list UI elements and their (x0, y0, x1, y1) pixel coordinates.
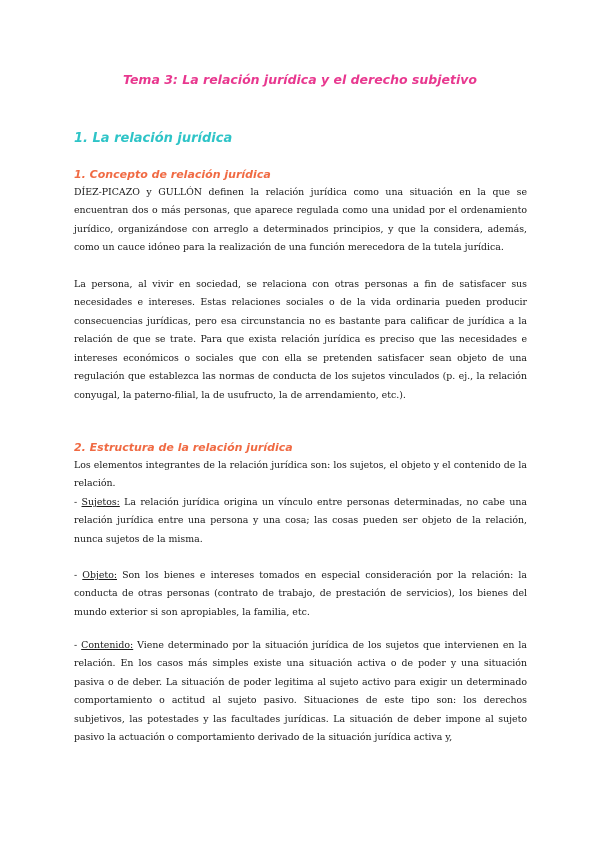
contenido-text: Viene determinado por la situación jurídica de los sujetos que intervienen en la relación. En los casos más simples existe una situación activa o de poder y una situación pasiva o de deber. La situación de poder legitima al sujeto activo para exigir un determinado comportamiento o actitud al sujeto pasivo. Situaciones de este tipo son: los derechos subjetivos, las potestades y las facultades jurídicas. La situación de deber impone al sujeto pasivo la actuación o comportamiento derivado de la situación jurídica activa y, (74, 640, 527, 744)
paragraph-sujetos (74, 494, 527, 549)
sujetos-label: Sujetos: (81, 497, 120, 508)
paragraph-objeto (74, 567, 527, 622)
subheading-estructura: 2. Estructura de la relación jurídica (74, 441, 293, 454)
sujetos-text: La relación jurídica origina un vínculo entre personas determinadas, no cabe una relación jurídica entre una persona y una cosa; las cosas pueden ser objeto de la relación, nunca sujetos de la misma. (74, 497, 527, 545)
contenido-prefix: - (74, 640, 82, 651)
section-heading-relacion-juridica: 1. La relación jurídica (74, 131, 233, 146)
paragraph-definicion: DÍEZ-PICAZO y GULLÓN definen la relación jurídica como una situación en la que se encuentran dos o más personas, que aparece regulada como una unidad por el ordenamiento jurídico, organizándose con arreglo a determinados principios, y que la considera, además, como un cauce idóneo para la realización de una función merecedora de la tutela jurídica. (74, 187, 527, 254)
subheading-concepto: 1. Concepto de relación jurídica (74, 168, 271, 181)
objeto-prefix: - (74, 570, 83, 581)
document-title: Tema 3: La relación jurídica y el derecho subjetivo (123, 72, 477, 87)
objeto-label: Objeto: (82, 570, 117, 581)
paragraph-elementos: Los elementos integrantes de la relación jurídica son: los sujetos, el objeto y el contenido de la relación. (74, 460, 527, 490)
paragraph-persona-sociedad: La persona, al vivir en sociedad, se relaciona con otras personas a fin de satisfacer sus necesidades e intereses. Estas relaciones sociales o de la vida ordinaria pueden producir consecuencias jurídicas, pero esa circunstancia no es bastante para calificar de jurídica a la relación de que se trate. Para que exista relación jurídica es preciso que las necesidades e intereses económicos o sociales que con ella se pretenden satisfacer sean objeto de una regulación que establezca las normas de conducta de los sujetos vinculados (p. ej., la relación conyugal, la paterno-filial, la de usufructo, la de arrendamiento, etc.). (74, 279, 527, 401)
contenido-label: Contenido: (81, 640, 134, 651)
sujetos-prefix: - (74, 497, 82, 508)
objeto-text: Son los bienes e intereses tomados en especial consideración por la relación: la conducta de otras personas (contrato de trabajo, de prestación de servicios), los bienes del mundo exterior si son apropiables, la familia, etc. (74, 570, 527, 618)
paragraph-contenido (74, 637, 527, 748)
